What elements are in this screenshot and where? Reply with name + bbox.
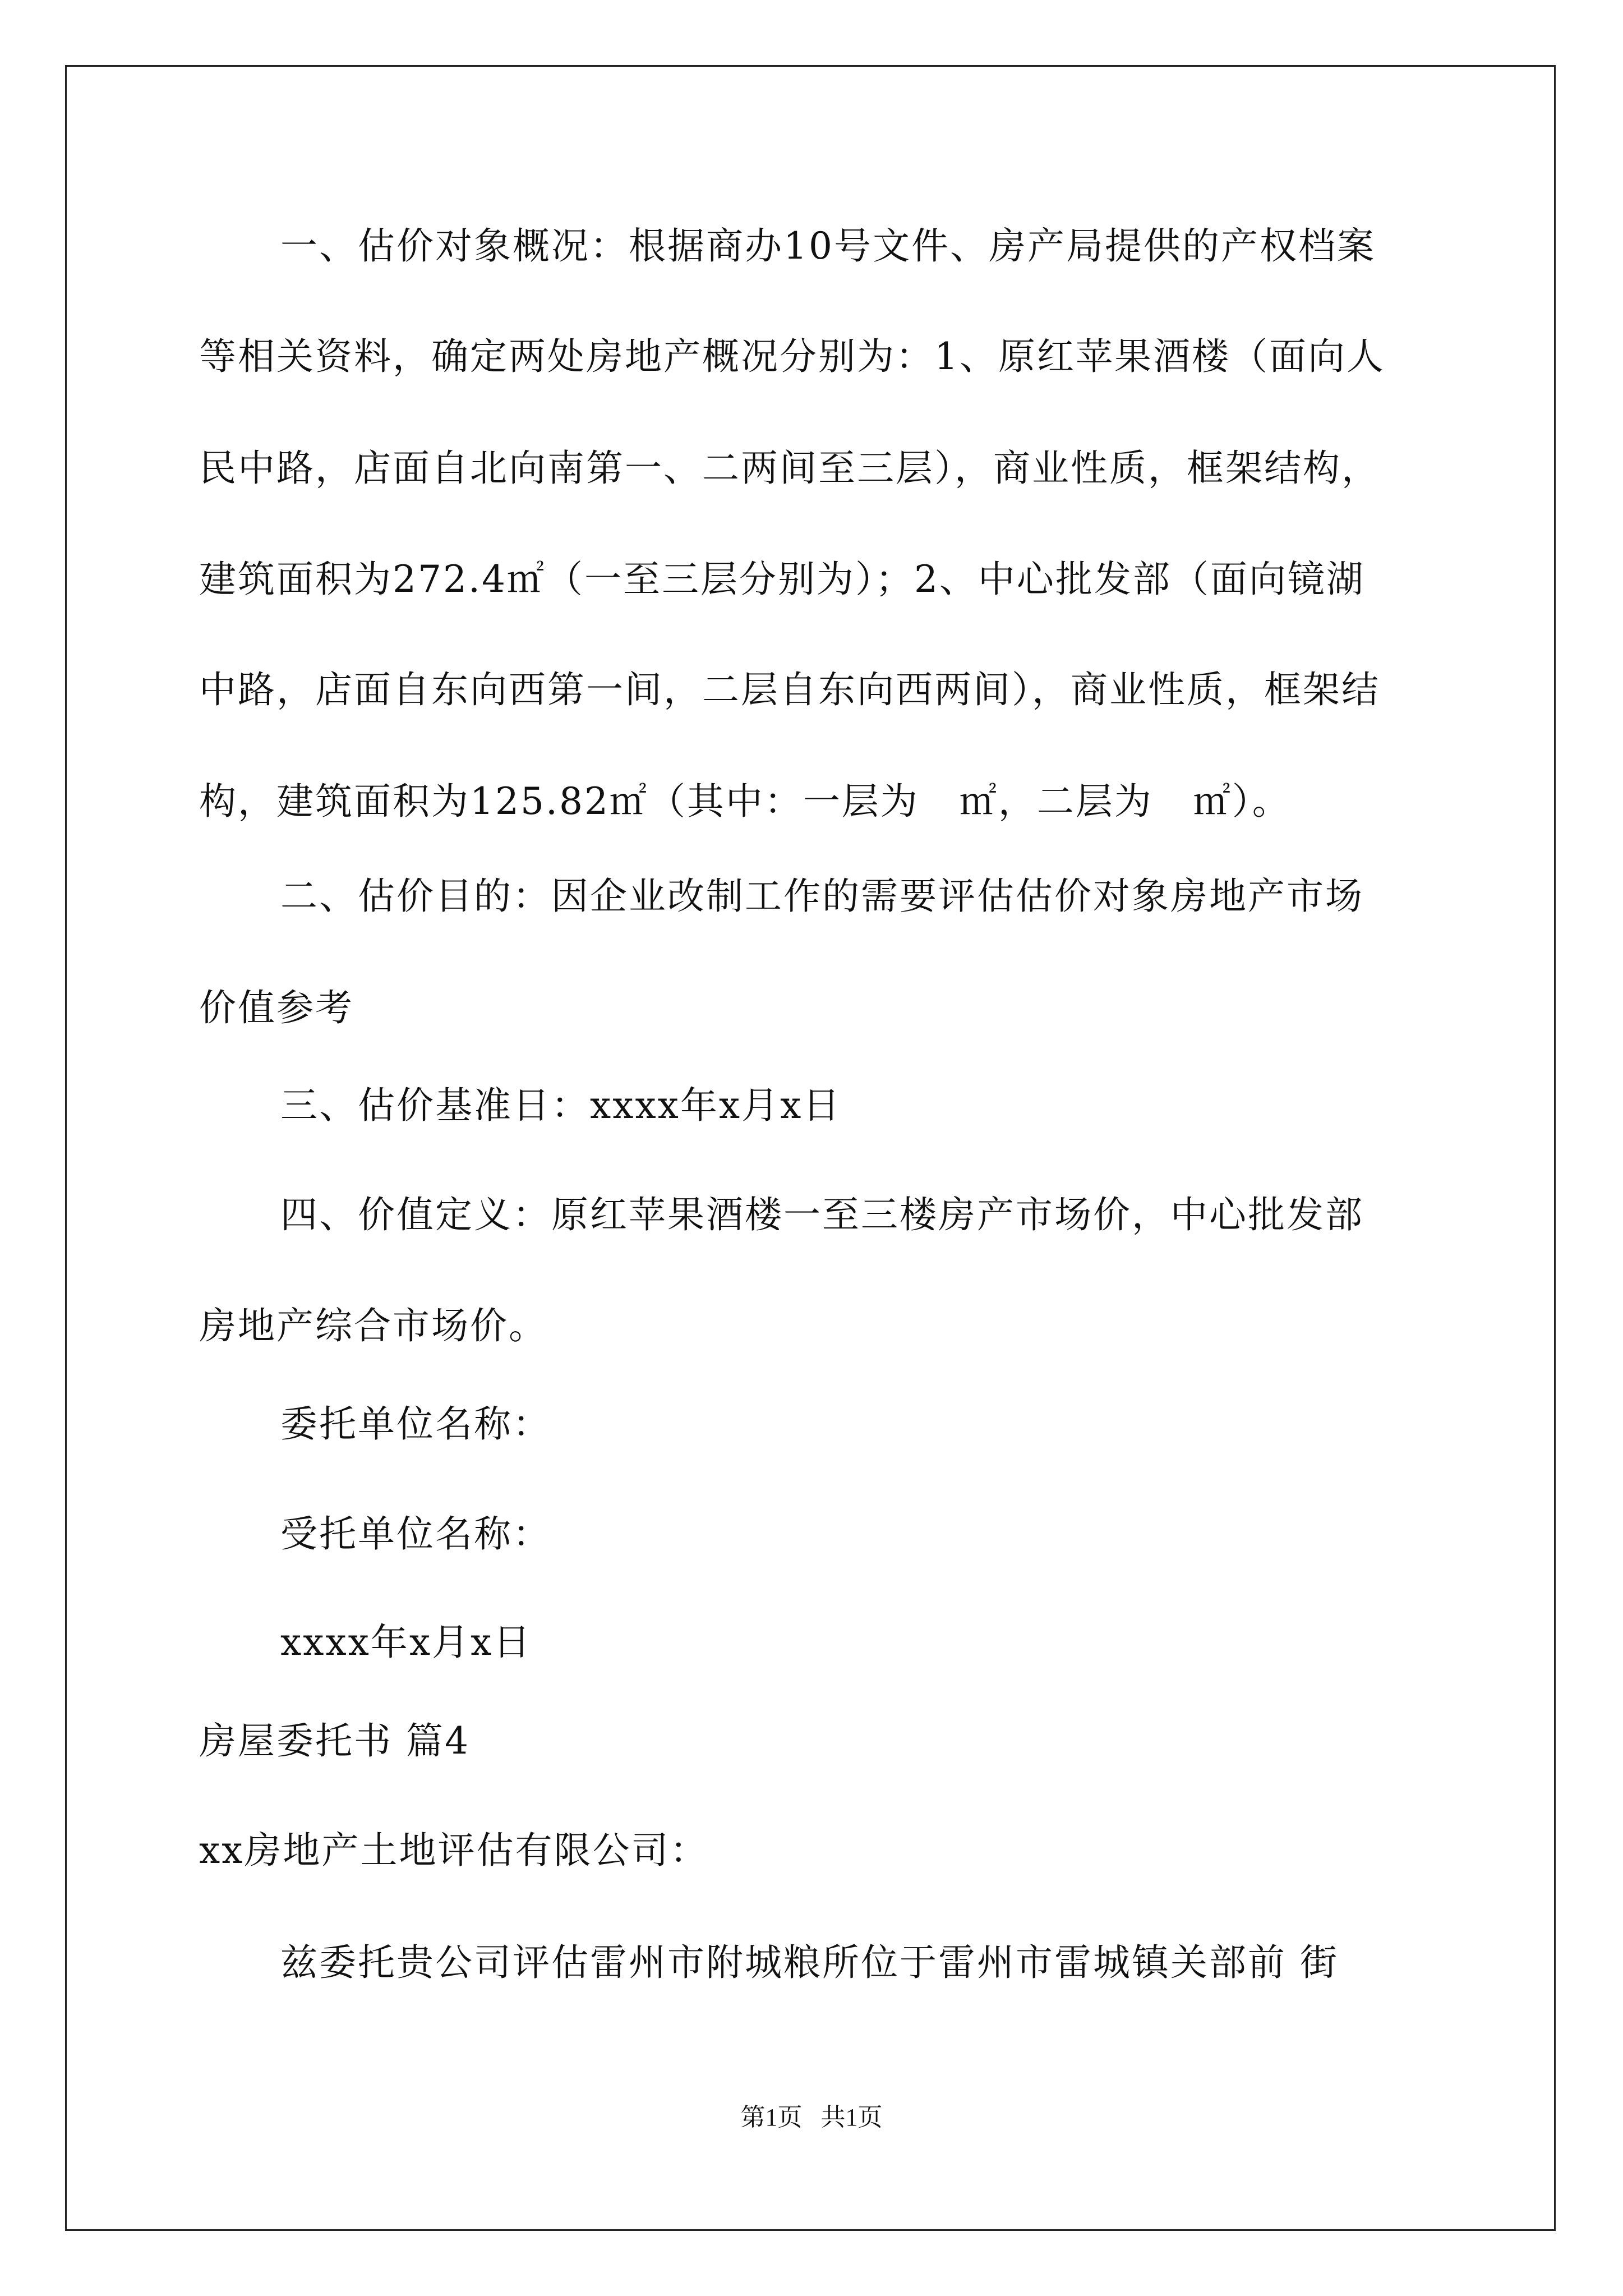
- paragraph-base-date: 三、估价基准日：xxxx年x月x日: [280, 1084, 842, 1127]
- paragraph-overview-line-1: 一、估价对象概况：根据商办10号文件、房产局提供的产权档案: [280, 224, 1376, 268]
- paragraph-value-definition-line-2: 房地产综合市场价。: [199, 1304, 547, 1347]
- paragraph-overview-line-4: 建筑面积为272.4㎡（一至三层分别为）；2、中心批发部（面向镜湖: [199, 558, 1365, 601]
- section-heading: 房屋委托书 篇4: [199, 1719, 470, 1763]
- signature-date: xxxx年x月x日: [280, 1621, 532, 1664]
- paragraph-purpose-line-2: 价值参考: [199, 986, 354, 1029]
- principal-unit-label: 委托单位名称：: [280, 1402, 551, 1446]
- page-footer: 第1页 共1页: [740, 2104, 883, 2131]
- paragraph-overview-line-3: 民中路，店面自北向南第一、二两间至三层），商业性质，框架结构，: [199, 447, 1380, 490]
- paragraph-overview-line-6: 构，建筑面积为125.82㎡（其中：一层为 ㎡，二层为 ㎡）。: [199, 780, 1291, 823]
- paragraph-overview-line-2: 等相关资料，确定两处房地产概况分别为：1、原红苹果酒楼（面向人: [199, 335, 1385, 378]
- paragraph-commission-line-1: 兹委托贵公司评估雷州市附城粮所位于雷州市雷城镇关部前 街: [280, 1941, 1339, 1984]
- addressee: xx房地产土地评估有限公司：: [199, 1829, 709, 1872]
- trustee-unit-label: 受托单位名称：: [280, 1512, 551, 1556]
- paragraph-value-definition-line-1: 四、价值定义：原红苹果酒楼一至三楼房产市场价，中心批发部: [280, 1193, 1364, 1236]
- paragraph-purpose-line-1: 二、估价目的：因企业改制工作的需要评估估价对象房地产市场: [280, 875, 1364, 918]
- paragraph-overview-line-5: 中路，店面自东向西第一间，二层自东向西两间），商业性质，框架结: [199, 668, 1380, 711]
- page-border: [65, 65, 1556, 2231]
